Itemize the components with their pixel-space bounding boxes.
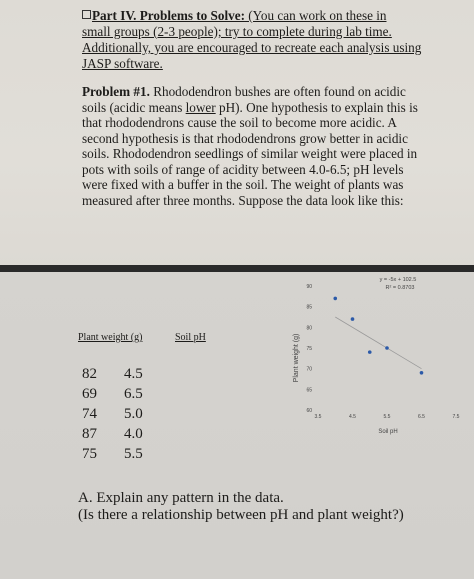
y-tick-label: 60 [306,408,312,414]
y-tick-label: 90 [306,284,312,290]
intro-line3: Additionally, you are encouraged to recreate each analysis using [82,40,422,55]
ph-cell: 4.5 [124,366,143,382]
y-axis-label: Plant weight (g) [293,333,300,383]
ph-cell: 5.5 [124,446,143,462]
x-tick-label: 7.5 [452,414,460,420]
intro-line2: small groups (2-3 people); try to complete during lab time. [82,24,392,39]
x-tick-label: 6.5 [418,414,425,420]
trendline [335,317,421,369]
problem-line2b: pH). One hypothesis to explain this is [215,99,418,115]
problem-label: Problem #1. [82,84,150,99]
x-tick-label: 4.5 [349,414,356,420]
question-a [78,490,404,524]
ph-cell: 4.0 [124,426,143,442]
data-point [420,371,424,375]
data-point [385,346,389,350]
y-tick-label: 80 [306,325,312,332]
col-header-weight: Plant weight (g) [78,332,143,343]
weight-cell: 82 [82,366,97,382]
question-line2: (Is there a relationship between pH and plant weight?) [78,507,404,523]
problem-line5: soils. Rhododendron seedlings of similar weight were placed in [82,146,418,161]
data-point [368,350,372,354]
y-tick-label: 70 [306,366,312,373]
y-tick-label: 85 [306,304,312,311]
question-line1: A. Explain any pattern in the data. [78,490,284,506]
problem-line2a: soils (acidic means [82,99,186,115]
problem-line6: pots with soils of range of acidity between 4.0-6.5; pH levels [82,161,404,177]
ph-cell: 6.5 [124,386,143,402]
weight-cell: 69 [82,386,97,402]
weight-cell: 75 [82,446,97,462]
problem-line1: Rhododendron bushes are often found on acidic [149,84,406,99]
problem-line4: second hypothesis is that rhododendrons grow better in acidic [82,130,408,146]
y-tick-label: 65 [306,387,312,394]
weight-cell: 74 [82,406,97,422]
intro-line1: (You can work on these in [244,8,387,23]
data-point [351,317,355,321]
problem-line8: measured after three months. Suppose the data look like this: [82,192,404,208]
ph-cell: 5.0 [124,406,143,422]
part-heading: Part IV. Problems to Solve: [92,8,245,23]
data-point [333,297,337,301]
lower-word: lower [185,99,216,115]
r-squared: R² = 0.8703 [385,285,415,291]
problem-line7: were fixed with a buffer in the soil. The weight of plants was [82,177,404,192]
y-tick-label: 75 [306,346,312,352]
trend-equation: y = -5x + 102.5 [379,277,417,283]
weight-cell: 87 [82,426,97,442]
intro-line4: JASP software. [82,56,163,71]
problem-line3: that rhododendrons cause the soil to become more acidic. A [82,115,397,130]
x-axis-label: Soil pH [378,429,398,435]
x-tick-label: 5.5 [383,414,391,420]
col-header-ph: Soil pH [175,332,206,343]
x-tick-label: 3.5 [314,414,322,420]
